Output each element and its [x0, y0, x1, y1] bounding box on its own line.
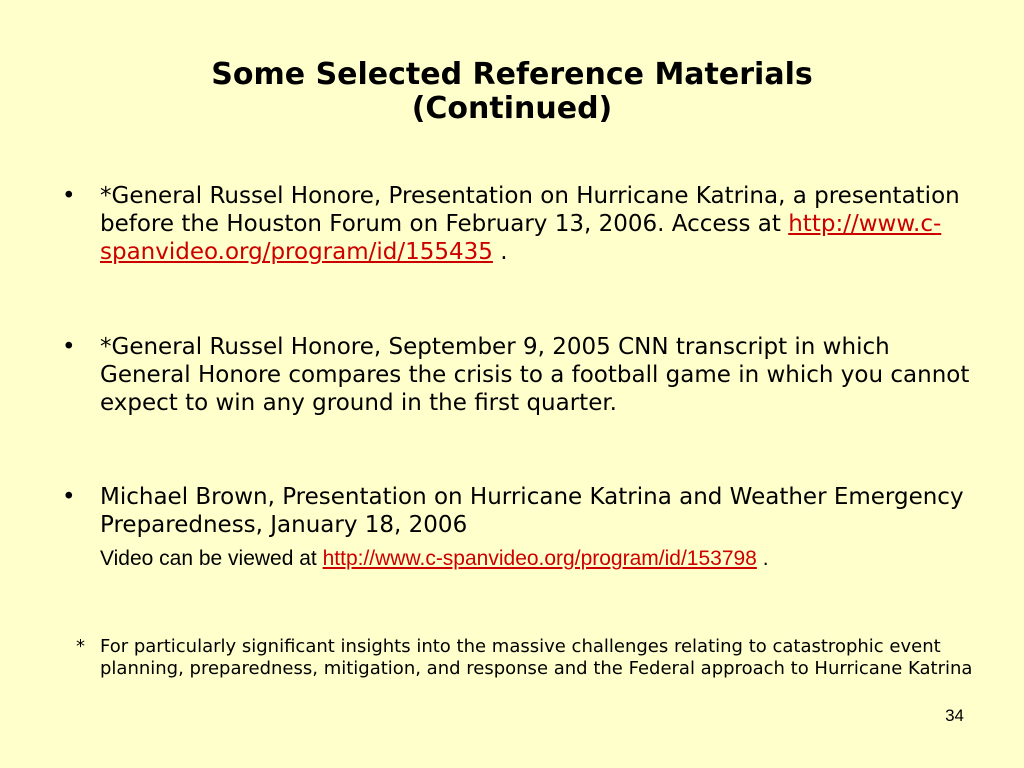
- slide-title-line-2: (Continued): [411, 91, 613, 126]
- footnote-marker: *: [76, 636, 85, 657]
- cspan-link-153798[interactable]: http://www.c-spanvideo.org/program/id/153798: [322, 547, 757, 570]
- cspan-link-155435[interactable]: http://www.c-spanvideo.org/program/id/155435: [100, 211, 942, 265]
- video-access-text: Video can be viewed at: [100, 547, 323, 570]
- bullet-marker: •: [62, 484, 76, 510]
- video-access-note: [100, 545, 980, 572]
- slide-title: [0, 58, 1024, 126]
- slide-title-line-1: Some Selected Reference Materials: [211, 57, 813, 92]
- bullet-marker: •: [62, 183, 76, 209]
- footnote-text: For particularly significant insights into the massive challenges relating to catastrophic event planning, preparedness, mitigation, and response and the Federal approach to Hurricane Katrina: [100, 636, 973, 679]
- bullet-text: *General Russel Honore, Presentation on Hurricane Katrina, a presentation before the Houston Forum on February 13, 2006. Access at: [100, 183, 960, 237]
- bullet-text: Michael Brown, Presentation on Hurricane Katrina and Weather Emergency Preparedness, January 18, 2006: [100, 484, 964, 538]
- bullet-item-brown: [62, 483, 982, 539]
- bullet-text: *General Russel Honore, September 9, 2005 CNN transcript in which General Honore compares the crisis to a football game in which you cannot expect to win any ground in the first quarter.: [100, 334, 970, 416]
- bullet-item-honore-houston: [62, 182, 982, 266]
- bullet-item-honore-cnn: [62, 333, 982, 417]
- page-number: 34: [945, 706, 964, 725]
- bullet-marker: •: [62, 334, 76, 360]
- footnote: [76, 636, 976, 680]
- bullet-trailing-period: .: [492, 239, 508, 265]
- video-access-trailing-period: .: [756, 547, 769, 570]
